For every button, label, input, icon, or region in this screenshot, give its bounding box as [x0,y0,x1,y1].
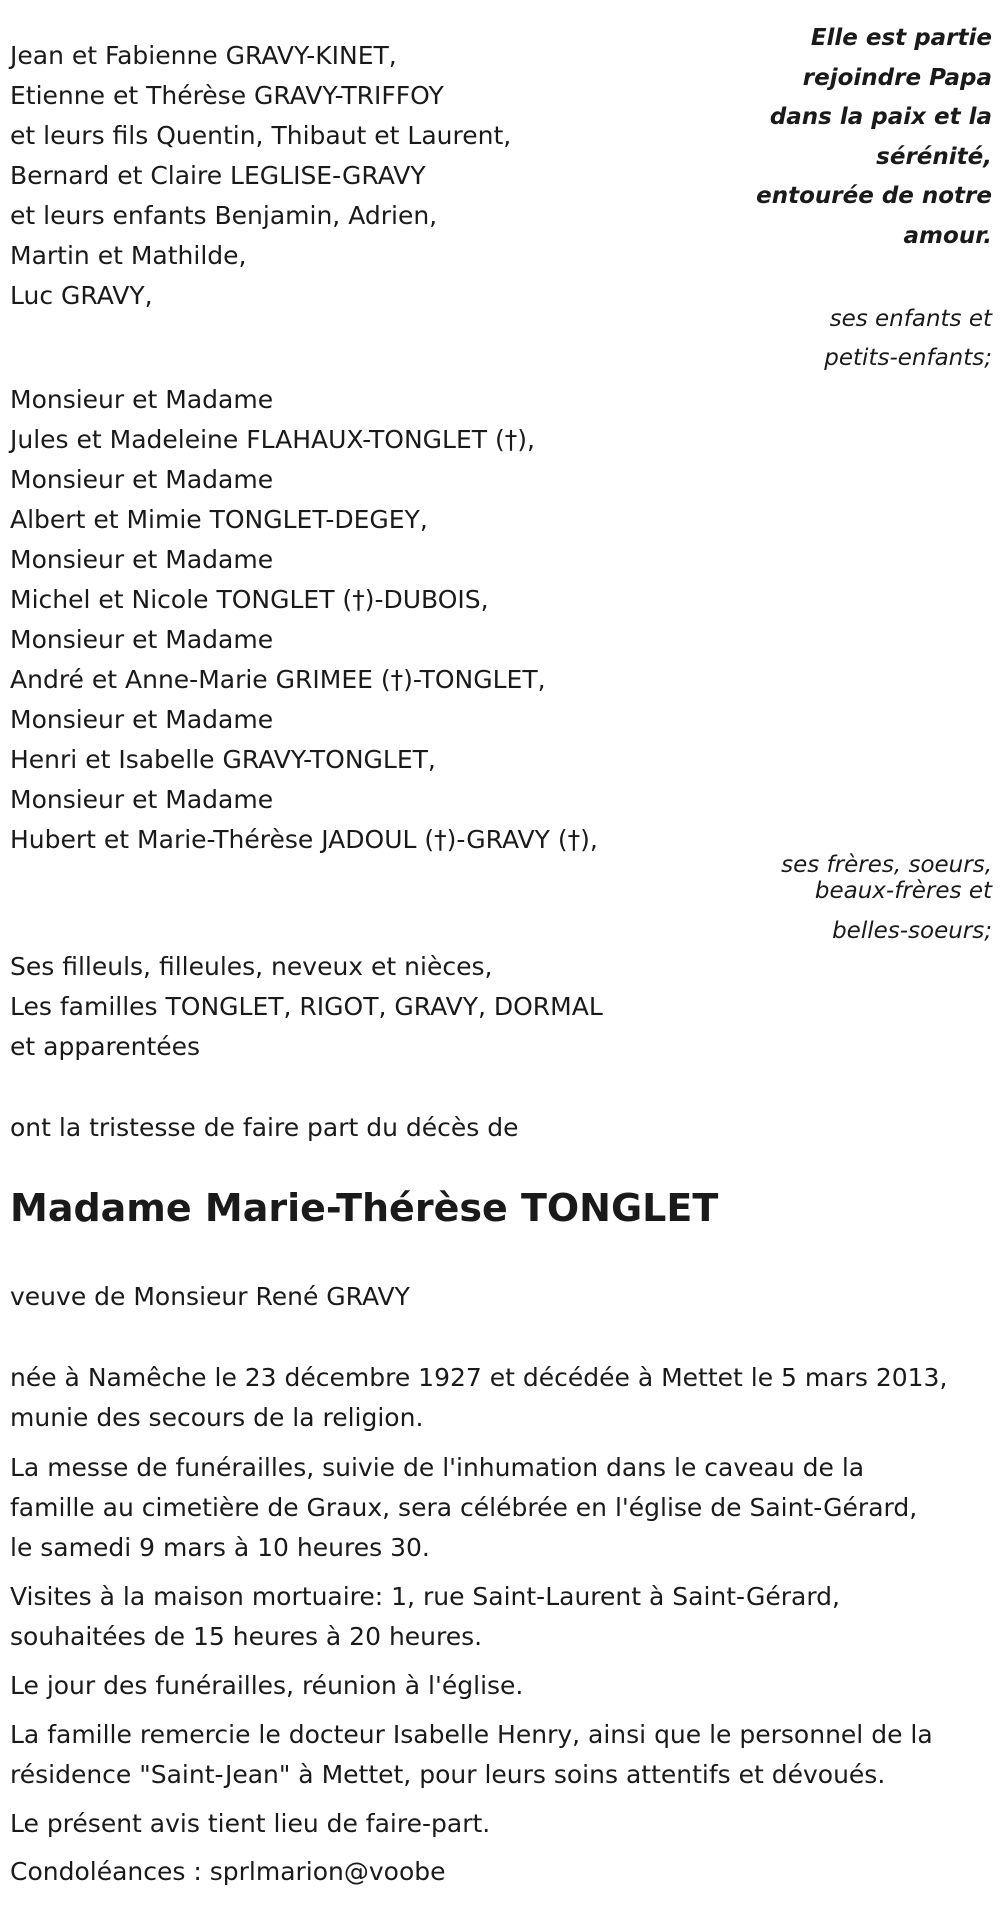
announcement-text [10,1108,995,1148]
family-line: Monsieur et Madame [10,625,274,654]
paragraph-line: Condoléances : sprlmarion@voobe [10,1857,446,1886]
family-line: et leurs enfants Benjamin, Adrien, [10,201,438,230]
widow-of-text [10,1277,995,1317]
family-list-children [10,36,511,316]
family-line: Martin et Mathilde, [10,241,247,270]
family-line: Bernard et Claire LEGLISE-GRAVY [10,161,426,190]
family-line: Jules et Madeleine FLAHAUX-TONGLET (†), [10,425,535,454]
deceased-name: Madame Marie-Thérèse TONGLET [10,1186,719,1230]
signature-line: beaux-frères et [814,878,992,904]
signature-line: petits-enfants; [824,345,992,371]
family-list-siblings [10,380,598,860]
quote-line: entourée de notre [756,183,992,209]
memorial-quote [756,19,992,256]
announcement-line: ont la tristesse de faire part du décès de [10,1113,519,1142]
widow-of-line: veuve de Monsieur René GRAVY [10,1282,410,1311]
family-line: Albert et Mimie TONGLET-DEGEY, [10,505,428,534]
quote-line: Elle est partie [810,25,992,51]
quote-line: sérénité, [876,143,992,170]
paragraph-line: née à Namêche le 23 décembre 1927 et décédée à Mettet le 5 mars 2013, [10,1363,948,1392]
paragraph-line: Le présent avis tient lieu de faire-part. [10,1809,491,1838]
thanks-paragraph [10,1715,995,1795]
family-line: André et Anne-Marie GRIMEE (†)-TONGLET, [10,665,546,694]
notice-paragraph [10,1804,995,1844]
signature-siblings [781,852,992,944]
family-line: Monsieur et Madame [10,465,274,494]
condolences-paragraph [10,1852,995,1892]
paragraph-line: La messe de funérailles, suivie de l'inhumation dans le caveau de la [10,1453,865,1482]
paragraph-line: famille au cimetière de Graux, sera célébrée en l'église de Saint-Gérard, [10,1493,918,1522]
paragraph-line: résidence "Saint-Jean" à Mettet, pour leurs soins attentifs et dévoués. [10,1760,886,1789]
quote-line: rejoindre Papa [802,64,992,91]
paragraph-line: le samedi 9 mars à 10 heures 30. [10,1533,430,1562]
family-line: Monsieur et Madame [10,785,274,814]
family-line: Michel et Nicole TONGLET (†)-DUBOIS, [10,585,489,614]
family-line: Monsieur et Madame [10,385,274,414]
paragraph-line: munie des secours de la religion. [10,1403,424,1432]
family-line: Hubert et Marie-Thérèse JADOUL (†)-GRAVY (†), [10,825,598,854]
quote-line: amour. [903,222,992,249]
signature-children [824,300,992,378]
birth-death-paragraph [10,1358,995,1438]
family-line: Ses filleuls, filleules, neveux et nièces, [10,952,493,981]
paragraph-line: souhaitées de 15 heures à 20 heures. [10,1622,483,1651]
family-line: Jean et Fabienne GRAVY-KINET, [10,41,397,70]
paragraph-line: Visites à la maison mortuaire: 1, rue Saint-Laurent à Saint-Gérard, [10,1582,840,1611]
paragraph-line: La famille remercie le docteur Isabelle Henry, ainsi que le personnel de la [10,1720,933,1749]
signature-line: ses enfants et [829,306,992,332]
family-line: et leurs fils Quentin, Thibaut et Laurent, [10,121,512,150]
visits-paragraph [10,1577,995,1657]
signature-line: belles-soeurs; [832,918,992,944]
family-line: Luc GRAVY, [10,281,153,310]
funeral-mass-paragraph [10,1448,995,1568]
meeting-paragraph [10,1666,995,1706]
family-line: et apparentées [10,1032,201,1061]
family-list-relatives [10,947,603,1067]
family-line: Etienne et Thérèse GRAVY-TRIFFOY [10,81,444,110]
family-line: Monsieur et Madame [10,545,274,574]
paragraph-line: Le jour des funérailles, réunion à l'église. [10,1671,524,1700]
signature-line: ses frères, soeurs, [781,852,992,878]
family-line: Henri et Isabelle GRAVY-TONGLET, [10,745,436,774]
family-line: Les familles TONGLET, RIGOT, GRAVY, DORMAL [10,992,603,1021]
family-line: Monsieur et Madame [10,705,274,734]
quote-line: dans la paix et la [769,104,992,130]
